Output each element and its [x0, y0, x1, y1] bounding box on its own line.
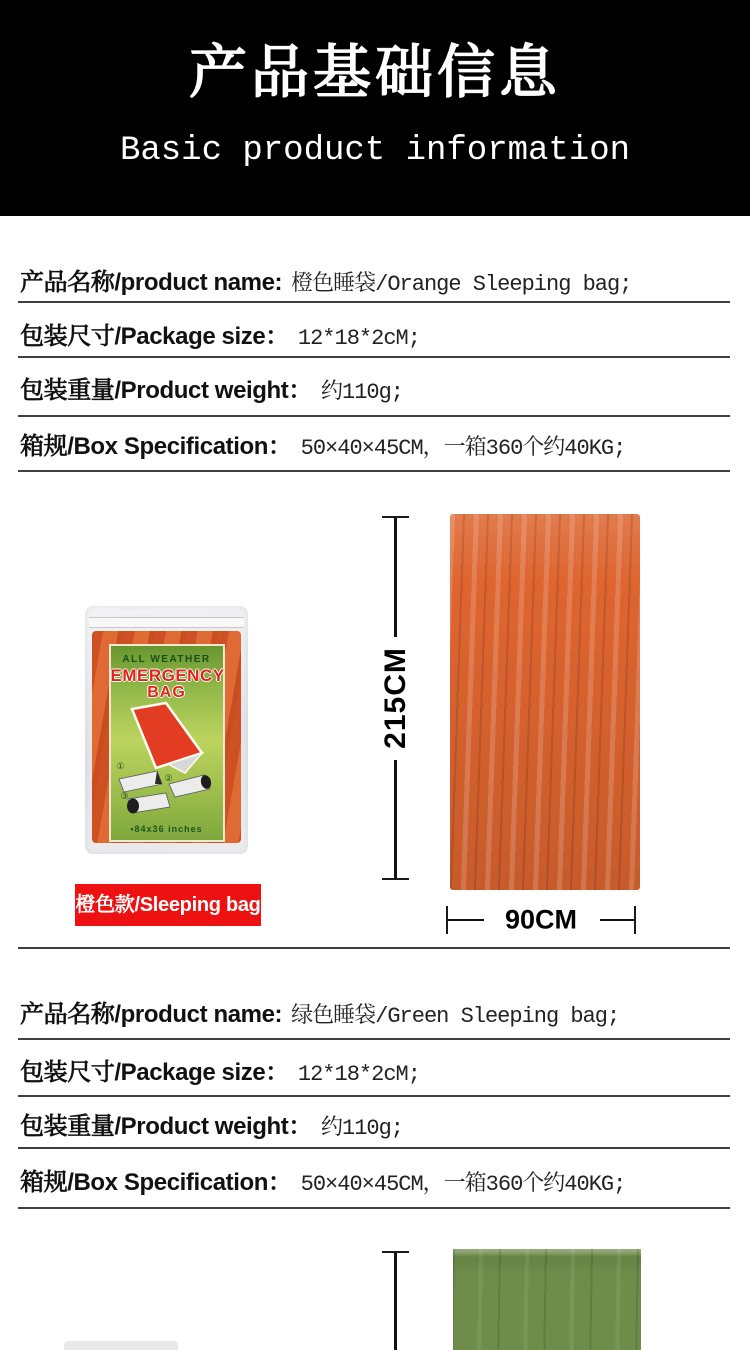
- spec-row-product-name: [20, 262, 732, 297]
- spec-value: 50×40×45CM，一箱360个约40KG;: [300, 436, 626, 461]
- green-package-photo-peek: [64, 1341, 178, 1350]
- spec-value: 约110g;: [321, 1116, 404, 1141]
- divider: [18, 1095, 730, 1097]
- dimension-line-vertical: [394, 760, 397, 878]
- spec-value: 橙色睡袋/Orange Sleeping bag;: [291, 272, 632, 297]
- divider: [18, 415, 730, 417]
- dimension-tick: [382, 878, 409, 880]
- page-subtitle: Basic product information: [119, 132, 631, 170]
- divider: [18, 301, 730, 303]
- spec-label: 包装尺寸/Package size：: [20, 323, 289, 350]
- divider: [18, 470, 730, 472]
- emergency-bag-label-card: [109, 644, 225, 842]
- dimension-line-vertical: [394, 518, 397, 637]
- dimension-tick: [634, 906, 636, 934]
- spec-value: 12*18*2cM;: [297, 1062, 420, 1087]
- divider: [18, 1147, 730, 1149]
- fold-step-number: ②: [164, 773, 173, 783]
- dimension-line-horizontal: [448, 919, 484, 921]
- orange-sleeping-bag-photo: [450, 514, 640, 890]
- label-all-weather-text: ALL WEATHER: [122, 654, 211, 665]
- spec-label: 箱规/Box Specification：: [20, 433, 292, 460]
- divider: [18, 947, 730, 949]
- spec-row-product-name: [20, 994, 732, 1029]
- spec-label: 产品名称/product name:: [20, 269, 283, 296]
- spec-row-product-weight: [20, 1106, 732, 1141]
- label-bag-text: BAG: [147, 684, 186, 701]
- folded-bag-contents: [92, 631, 241, 843]
- ziplock-seal: [89, 617, 244, 628]
- divider: [18, 1038, 730, 1040]
- label-emergency-text: EMERGENCY: [110, 666, 225, 685]
- fold-step-number: ③: [120, 791, 129, 801]
- dimension-line-horizontal: [600, 919, 634, 921]
- dimension-line-vertical: [394, 1253, 397, 1350]
- page-title: 产品基础信息: [188, 40, 561, 105]
- spec-value: 12*18*2cM;: [297, 326, 420, 351]
- orange-package-photo: [85, 606, 248, 854]
- spec-row-package-size: [20, 316, 732, 351]
- fold-step-number: ①: [116, 761, 125, 771]
- spec-label: 包装重量/Product weight：: [20, 1113, 312, 1140]
- green-sleeping-bag-photo: [453, 1249, 641, 1350]
- spec-value: 50×40×45CM，一箱360个约40KG;: [300, 1172, 626, 1197]
- spec-row-box-specification: [20, 426, 732, 461]
- width-dimension-label: 90CM: [504, 904, 578, 935]
- height-dimension-label: 215CM: [379, 647, 412, 749]
- label-size-note: •84x36 inches: [130, 824, 203, 834]
- spec-value: 约110g;: [321, 380, 404, 405]
- spec-label: 包装尺寸/Package size：: [20, 1059, 289, 1086]
- spec-row-product-weight: [20, 370, 732, 405]
- spec-label: 箱规/Box Specification：: [20, 1169, 292, 1196]
- orange-variant-caption: 橙色款/Sleeping bag: [75, 884, 261, 926]
- spec-label: 产品名称/product name:: [20, 1001, 283, 1028]
- spec-label: 包装重量/Product weight：: [20, 377, 312, 404]
- spec-value: 绿色睡袋/Green Sleeping bag;: [291, 1004, 620, 1029]
- divider: [18, 356, 730, 358]
- fold-instructions-art: [111, 701, 227, 819]
- header-banner: [0, 0, 750, 216]
- divider: [18, 1207, 730, 1209]
- spec-row-box-specification: [20, 1162, 732, 1197]
- spec-row-package-size: [20, 1052, 732, 1087]
